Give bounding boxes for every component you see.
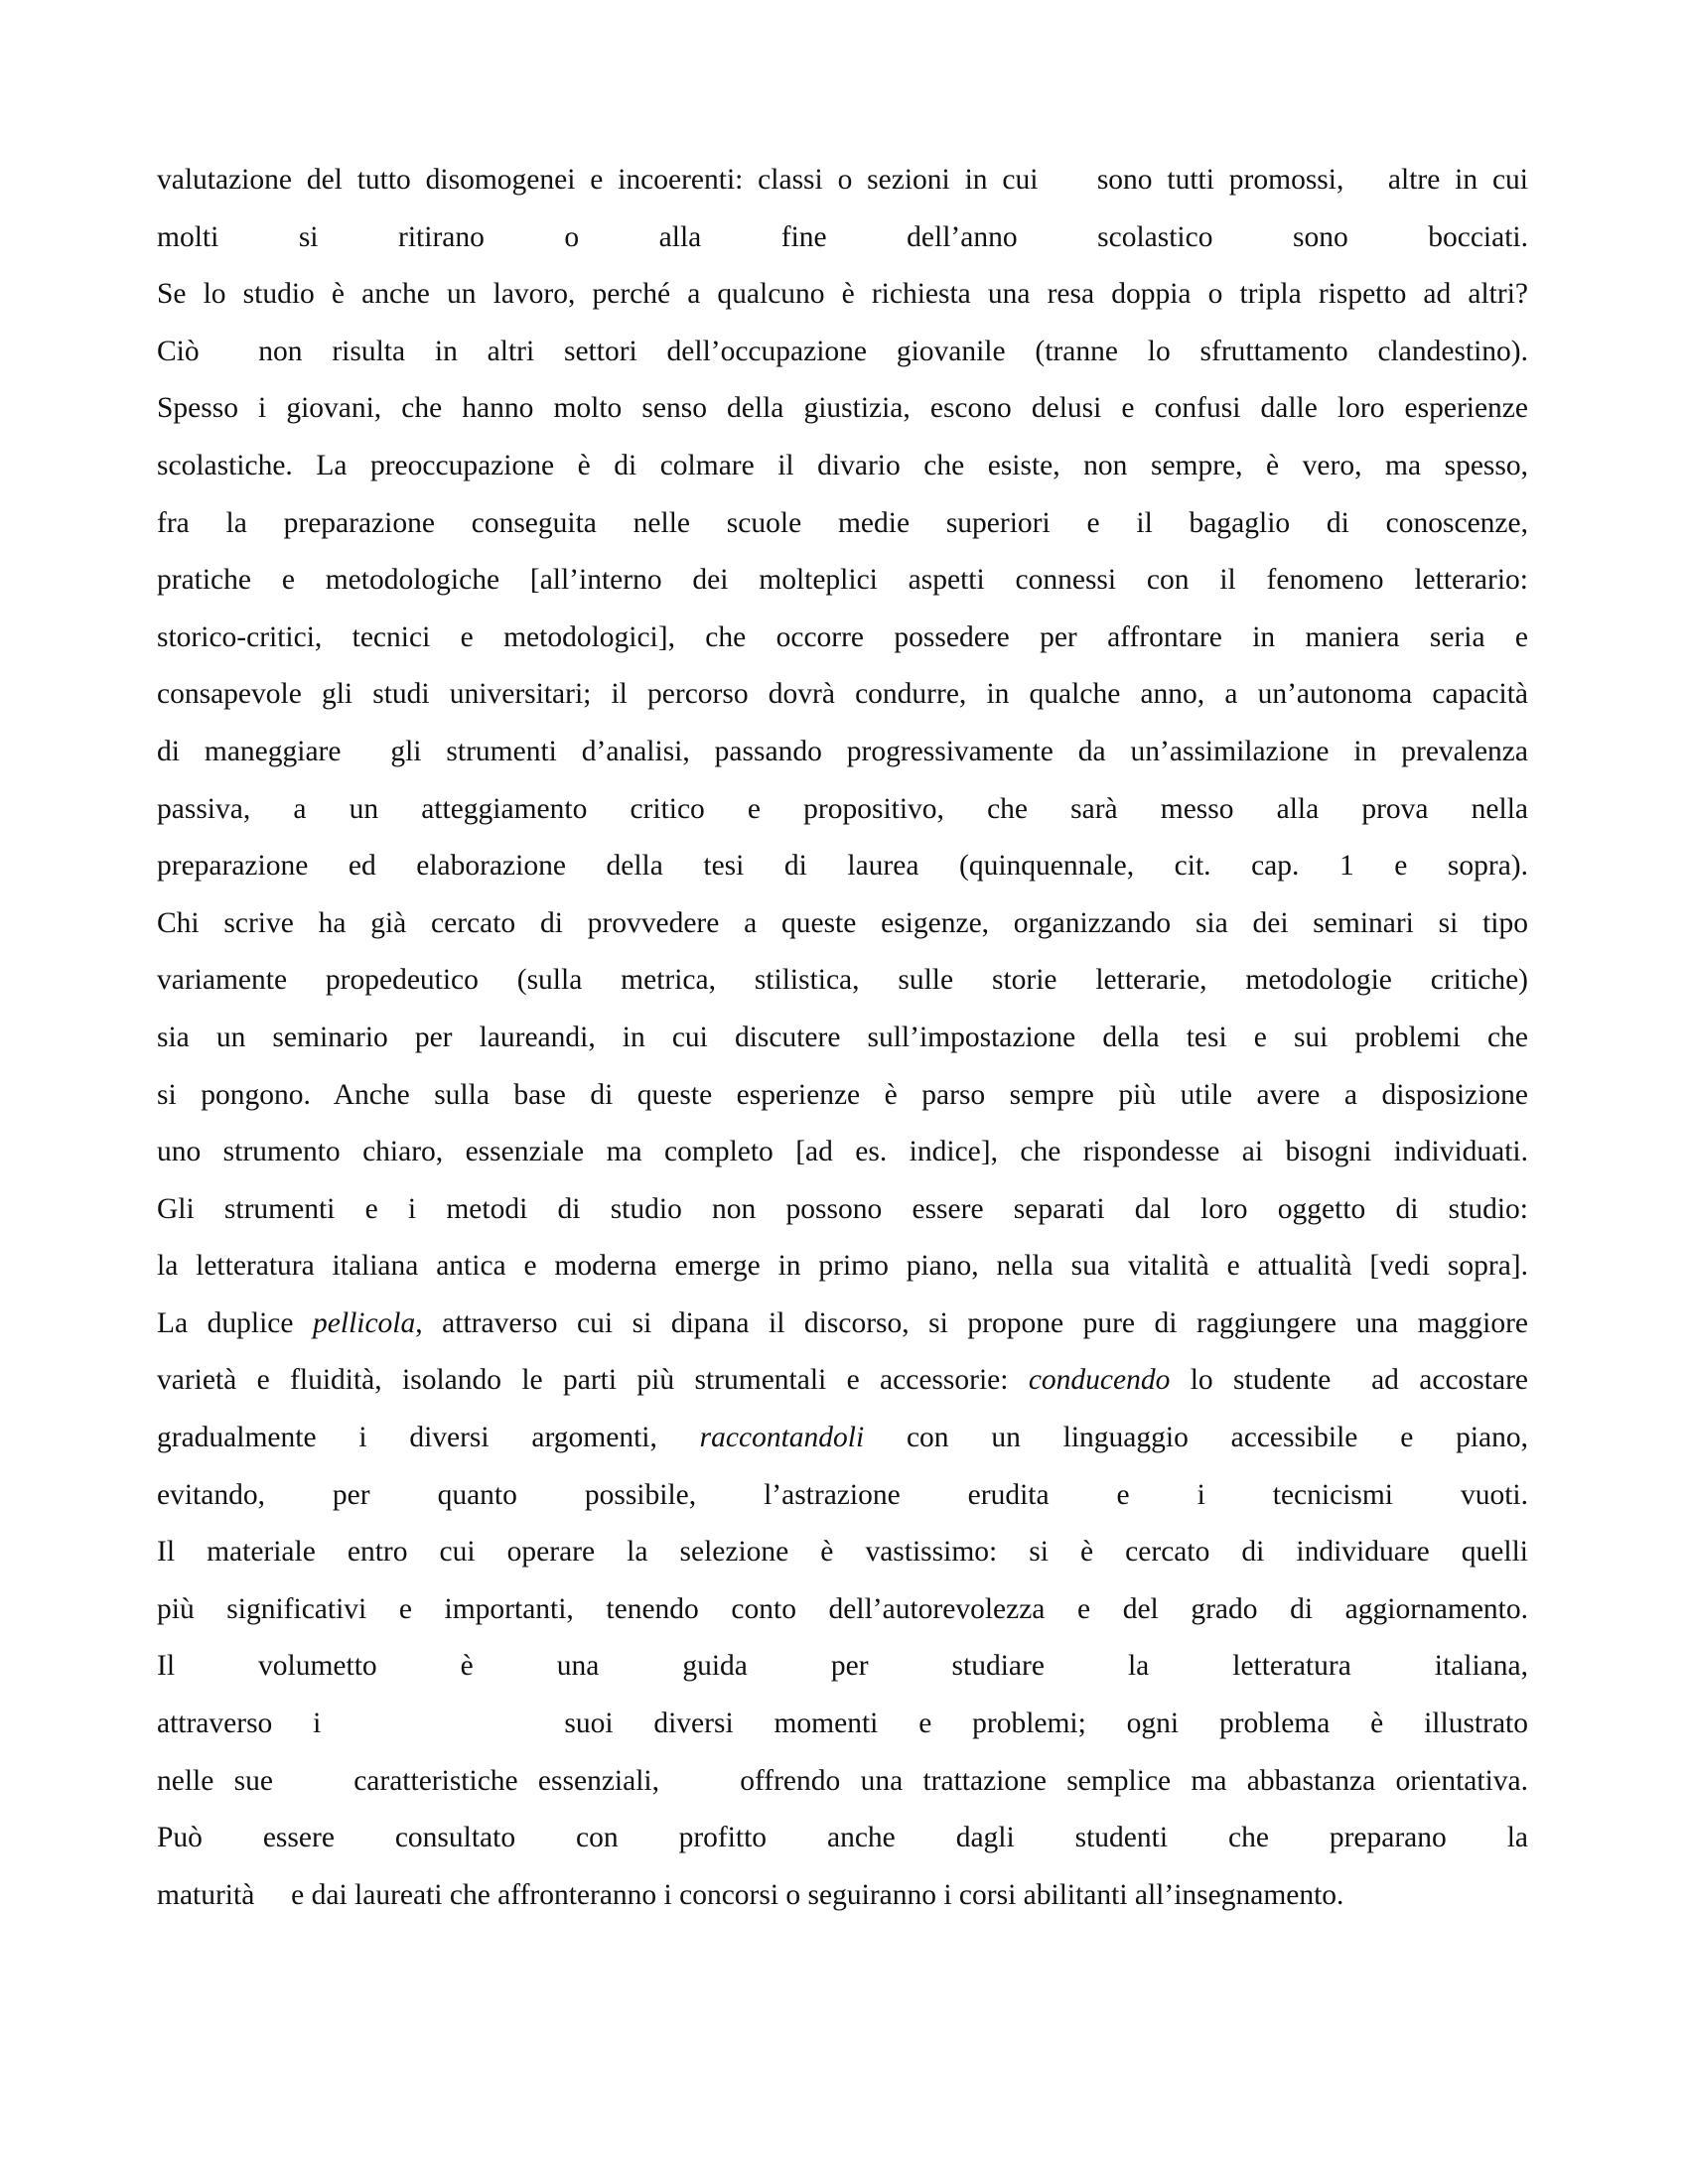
text-line: storico-critici, tecnici e metodologici], che occorre possedere per affrontare in maniera seria e xyxy=(157,620,1528,653)
text-line: sia un seminario per laureandi, in cui discutere sull’impostazione della tesi e sui problemi che xyxy=(157,1021,1528,1053)
text-line: evitando, per quanto possibile, l’astrazione erudita e i tecnicismi vuoti. xyxy=(157,1478,1528,1511)
text-run: con un linguaggio accessibile e piano, xyxy=(864,1422,1528,1454)
text-line: si pongono. Anche sulla base di queste esperienze è parso sempre più utile avere a disposizione xyxy=(157,1078,1528,1111)
italic-word: pellicola xyxy=(313,1306,416,1339)
text-line: molti si ritirano o alla fine dell’anno scolastico sono bocciati. xyxy=(157,220,1528,253)
text-line: Può essere consultato con profitto anche dagli studenti che preparano la xyxy=(157,1822,1528,1854)
text-line: passiva, a un atteggiamento critico e propositivo, che sarà messo alla prova nella xyxy=(157,792,1528,825)
text-line: Il materiale entro cui operare la selezione è vastissimo: si è cercato di individuare quelli xyxy=(157,1536,1528,1569)
text-line: uno strumento chiaro, essenziale ma completo [ad es. indice], che rispondesse ai bisogni individuati. xyxy=(157,1136,1528,1168)
text-run: lo studente ad accostare xyxy=(1170,1364,1528,1397)
text-line xyxy=(157,1410,1528,1467)
text-line: nelle sue caratteristiche essenziali, offrendo una trattazione semplice ma abbastanza orientativa. xyxy=(157,1764,1528,1797)
text-line: attraverso i suoi diversi momenti e problemi; ogni problema è illustrato xyxy=(157,1707,1528,1740)
text-line: Se lo studio è anche un lavoro, perché a qualcuno è richiesta una resa doppia o tripla rispetto ad altri? xyxy=(157,278,1528,311)
text-line: valutazione del tutto disomogenei e incoerenti: classi o sezioni in cui sono tutti promossi, altre in cui xyxy=(157,164,1528,196)
italic-word: raccontandoli xyxy=(699,1422,865,1454)
text-line: di maneggiare gli strumenti d’analisi, passando progressivamente da un’assimilazione in prevalenza xyxy=(157,735,1528,767)
text-line: preparazione ed elaborazione della tesi di laurea (quinquennale, cit. cap. 1 e sopra). xyxy=(157,850,1528,883)
text-line: fra la preparazione conseguita nelle scuole medie superiori e il bagaglio di conoscenze, xyxy=(157,506,1528,539)
text-line xyxy=(157,1296,1528,1353)
text-run: gradualmente i diversi argomenti, xyxy=(157,1422,700,1454)
text-line: Spesso i giovani, che hanno molto senso della giustizia, escono delusi e confusi dalle loro esperienze xyxy=(157,392,1528,425)
text-line: pratiche e metodologiche [all’interno dei molteplici aspetti connessi con il fenomeno letterario: xyxy=(157,564,1528,597)
body-text xyxy=(157,152,1528,1924)
text-line: Gli strumenti e i metodi di studio non possono essere separati dal loro oggetto di studio: xyxy=(157,1192,1528,1225)
text-line: scolastiche. La preoccupazione è di colmare il divario che esiste, non sempre, è vero, ma spesso, xyxy=(157,449,1528,481)
text-line: variamente propedeutico (sulla metrica, stilistica, sulle storie letterarie, metodologie critiche) xyxy=(157,964,1528,997)
text-line: Chi scrive ha già cercato di provvedere a queste esigenze, organizzando sia dei seminari si tipo xyxy=(157,906,1528,939)
text-run: , attraverso cui si dipana il discorso, si propone pure di raggiungere una maggiore xyxy=(415,1306,1528,1339)
text-line: maturità e dai laureati che affronteranno i concorsi o seguiranno i corsi abilitanti all’insegnamento. xyxy=(157,1878,1344,1911)
text-line: consapevole gli studi universitari; il percorso dovrà condurre, in qualche anno, a un’autonoma capacità xyxy=(157,678,1528,711)
text-run: La duplice xyxy=(157,1306,314,1339)
text-line: più significativi e importanti, tenendo conto dell’autorevolezza e del grado di aggiornamento. xyxy=(157,1592,1528,1625)
text-line xyxy=(157,1352,1528,1410)
text-line: Ciò non risulta in altri settori dell’occupazione giovanile (tranne lo sfruttamento clandestino). xyxy=(157,335,1528,367)
italic-word: conducendo xyxy=(1028,1364,1171,1397)
text-line: Il volumetto è una guida per studiare la letteratura italiana, xyxy=(157,1650,1528,1683)
text-run: varietà e fluidità, isolando le parti più strumentali e accessorie: xyxy=(157,1364,1029,1397)
text-line: la letteratura italiana antica e moderna emerge in primo piano, nella sua vitalità e attualità [vedi sopra]. xyxy=(157,1250,1528,1283)
